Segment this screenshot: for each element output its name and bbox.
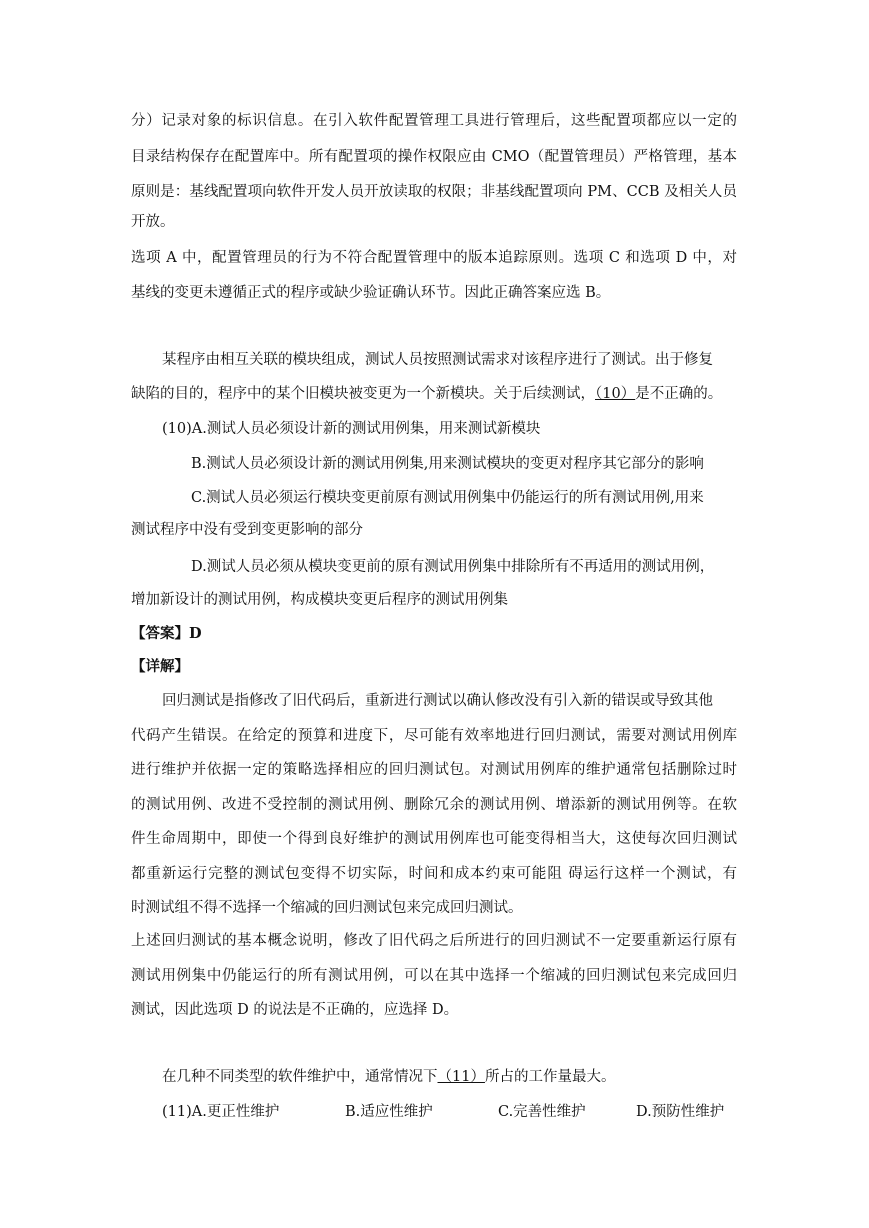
- prev-explanation-line-6: 基线的变更未遵循正式的程序或缺少验证确认环节。因此正确答案应选 B。: [131, 285, 611, 301]
- q10-explain-line-5: 件生命周期中，即使一个得到良好维护的测试用例库也可能变得相当大，这使每次回归测试: [131, 831, 737, 847]
- q10-answer: [131, 624, 202, 644]
- q10-blank: （10）: [595, 386, 636, 402]
- q10-explain-line-9: 测试用例集中仍能运行的所有测试用例，可以在其中选择一个缩减的回归测试包来完成回归: [131, 968, 737, 984]
- q10-stem-line-2: [131, 384, 722, 404]
- prev-explanation-line-5: 选项 A 中，配置管理员的行为不符合配置管理中的版本追踪原则。选项 C 和选项 D 中，对: [131, 250, 737, 266]
- q10-option-c-line-1: C.测试人员必须运行模块变更前原有测试用例集中仍能运行的所有测试用例,用来: [191, 490, 704, 506]
- prev-explanation-line-4: 开放。: [131, 214, 175, 230]
- q11-options: [162, 1102, 742, 1122]
- q10-stem-tail: 是不正确的。: [635, 386, 723, 402]
- answer-label: 【答案】: [131, 625, 189, 642]
- q10-stem-line-1: 某程序由相互关联的模块组成，测试人员按照测试需求对该程序进行了测试。出于修复: [162, 352, 713, 368]
- q11-stem-tail: 所占的工作量最大。: [484, 1069, 616, 1085]
- q10-option-d-line-1: D.测试人员必须从模块变更前的原有测试用例集中排除所有不再适用的测试用例，: [191, 559, 715, 575]
- q10-option-b: B.测试人员必须设计新的测试用例集,用来测试模块的变更对程序其它部分的影响: [191, 456, 704, 472]
- prev-explanation-line-3: 原则是：基线配置项向软件开发人员开放读取的权限；非基线配置项向 PM、CCB 及相关人员: [131, 184, 737, 200]
- q10-stem-text: 缺陷的目的，程序中的某个旧模块被变更为一个新模块。关于后续测试，: [131, 386, 595, 402]
- q10-explain-line-3: 进行维护并依据一定的策略选择相应的回归测试包。对测试用例库的维护通常包括删除过时: [131, 762, 737, 778]
- q10-explain-line-2: 代码产生错误。在给定的预算和进度下，尽可能有效率地进行回归测试，需要对测试用例库: [131, 728, 737, 744]
- q10-explain-line-10: 测试，因此选项 D 的说法是不正确的，应选择 D。: [131, 1002, 459, 1018]
- q10-option-d-line-2: 增加新设计的测试用例，构成模块变更后程序的测试用例集: [131, 592, 508, 608]
- q11-option-a: (11)A.更正性维护: [162, 1104, 280, 1120]
- q11-option-d: D.预防性维护: [636, 1104, 725, 1120]
- q11-option-c: C.完善性维护: [498, 1104, 586, 1120]
- q10-explain-line-7: 时测试组不得不选择一个缩减的回归测试包来完成回归测试。: [131, 900, 523, 916]
- q10-explain-label: 【详解】: [131, 658, 189, 675]
- q10-option-a: (10)A.测试人员必须设计新的测试用例集，用来测试新模块: [162, 421, 541, 437]
- q11-option-b: B.适应性维护: [345, 1104, 433, 1120]
- prev-explanation-line-2: 目录结构保存在配置库中。所有配置项的操作权限应由 CMO（配置管理员）严格管理，基本: [131, 149, 737, 165]
- answer-value: D: [189, 625, 202, 642]
- q10-explain-line-8: 上述回归测试的基本概念说明，修改了旧代码之后所进行的回归测试不一定要重新运行原有: [131, 933, 737, 949]
- q10-explain-line-1: 回归测试是指修改了旧代码后，重新进行测试以确认修改没有引入新的错误或导致其他: [162, 693, 713, 709]
- q10-option-c-line-2: 测试程序中没有受到变更影响的部分: [131, 522, 363, 538]
- prev-explanation-line-1: 分）记录对象的标识信息。在引入软件配置管理工具进行管理后，这些配置项都应以一定的: [131, 113, 737, 129]
- q10-explain-line-6: 都重新运行完整的测试包变得不切实际，时间和成本约束可能阻 碍运行这样一个测试，有: [131, 866, 737, 882]
- q11-stem: [162, 1067, 615, 1087]
- q11-blank: （11）: [437, 1069, 485, 1085]
- q11-stem-text: 在几种不同类型的软件维护中，通常情况下: [162, 1069, 438, 1085]
- q10-explain-line-4: 的测试用例、改进不受控制的测试用例、删除冗余的测试用例、增添新的测试用例等。在软: [131, 797, 737, 813]
